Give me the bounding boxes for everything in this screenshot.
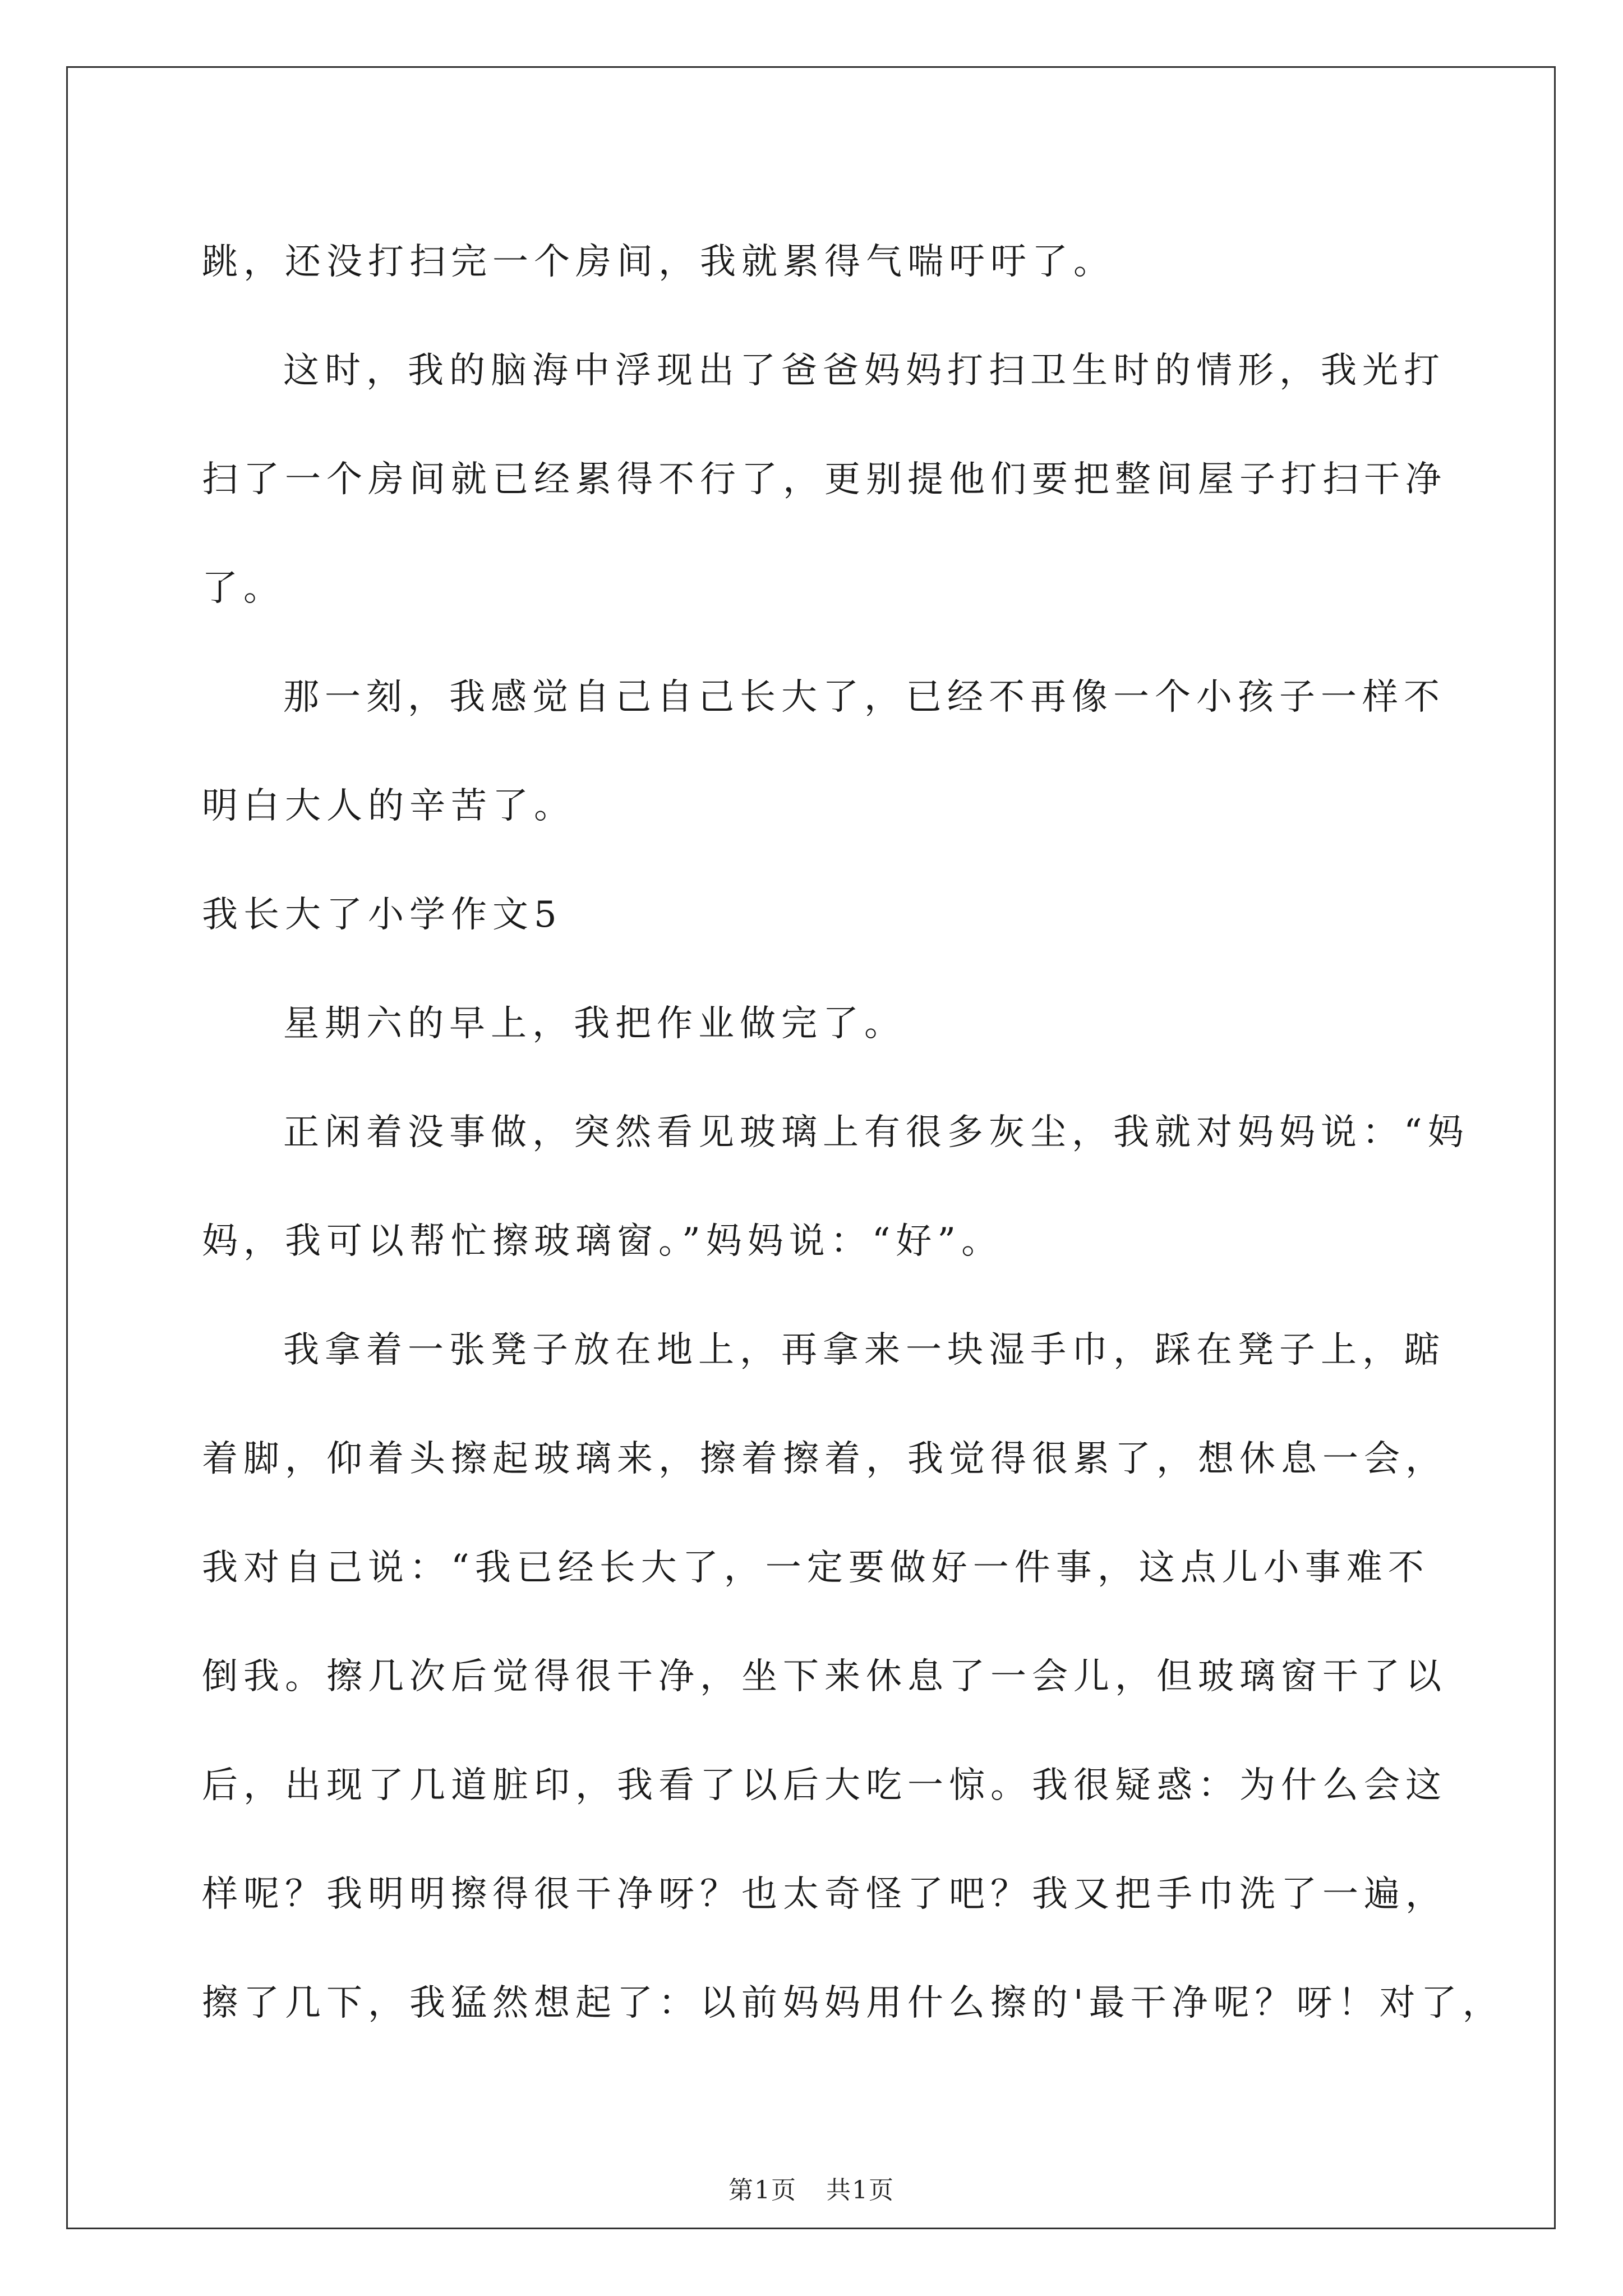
text-line: 后，出现了几道脏印，我看了以后大吃一惊。我很疑惑：为什么会这 (202, 1765, 1447, 1806)
text-line: 跳，还没打扫完一个房间，我就累得气喘吁吁了。 (202, 241, 1115, 283)
text-line: 正闲着没事做，突然看见玻璃上有很多灰尘，我就对妈妈说：“妈 (283, 1112, 1469, 1153)
page-number-total: 共1页 (826, 2176, 895, 2205)
text-line: 这时，我的脑海中浮现出了爸爸妈妈打扫卫生时的情形，我光打 (283, 350, 1445, 392)
text-line: 擦了几下，我猛然想起了：以前妈妈用什么擦的'最干净呢？呀！对了， (202, 1982, 1504, 2024)
text-line: 扫了一个房间就已经累得不行了，更别提他们要把整间屋子打扫干净 (202, 459, 1447, 500)
text-line: 了。 (202, 568, 285, 609)
page-number-current: 第1页 (728, 2176, 797, 2205)
page-footer (0, 2170, 1623, 2206)
text-line: 我拿着一张凳子放在地上，再拿来一块湿手巾，踩在凳子上，踮 (283, 1329, 1445, 1371)
text-line: 着脚，仰着头擦起玻璃来，擦着擦着，我觉得很累了，想休息一会， (202, 1438, 1447, 1480)
text-line: 倒我。擦几次后觉得很干净，坐下来休息了一会儿，但玻璃窗干了以 (202, 1656, 1447, 1697)
text-line: 明白大人的辛苦了。 (202, 785, 575, 827)
document-body (202, 208, 1504, 2058)
section-heading: 我长大了小学作文5 (202, 894, 562, 936)
text-line: 星期六的早上，我把作业做完了。 (283, 1003, 906, 1045)
text-line: 样呢？我明明擦得很干净呀？也太奇怪了吧？我又把手巾洗了一遍， (202, 1874, 1447, 1915)
text-line: 那一刻，我感觉自己自己长大了，已经不再像一个小孩子一样不 (283, 677, 1445, 718)
text-line: 妈，我可以帮忙擦玻璃窗。”妈妈说：“好”。 (202, 1221, 1003, 1262)
text-line: 我对自己说：“我已经长大了，一定要做好一件事，这点儿小事难不 (202, 1547, 1430, 1589)
